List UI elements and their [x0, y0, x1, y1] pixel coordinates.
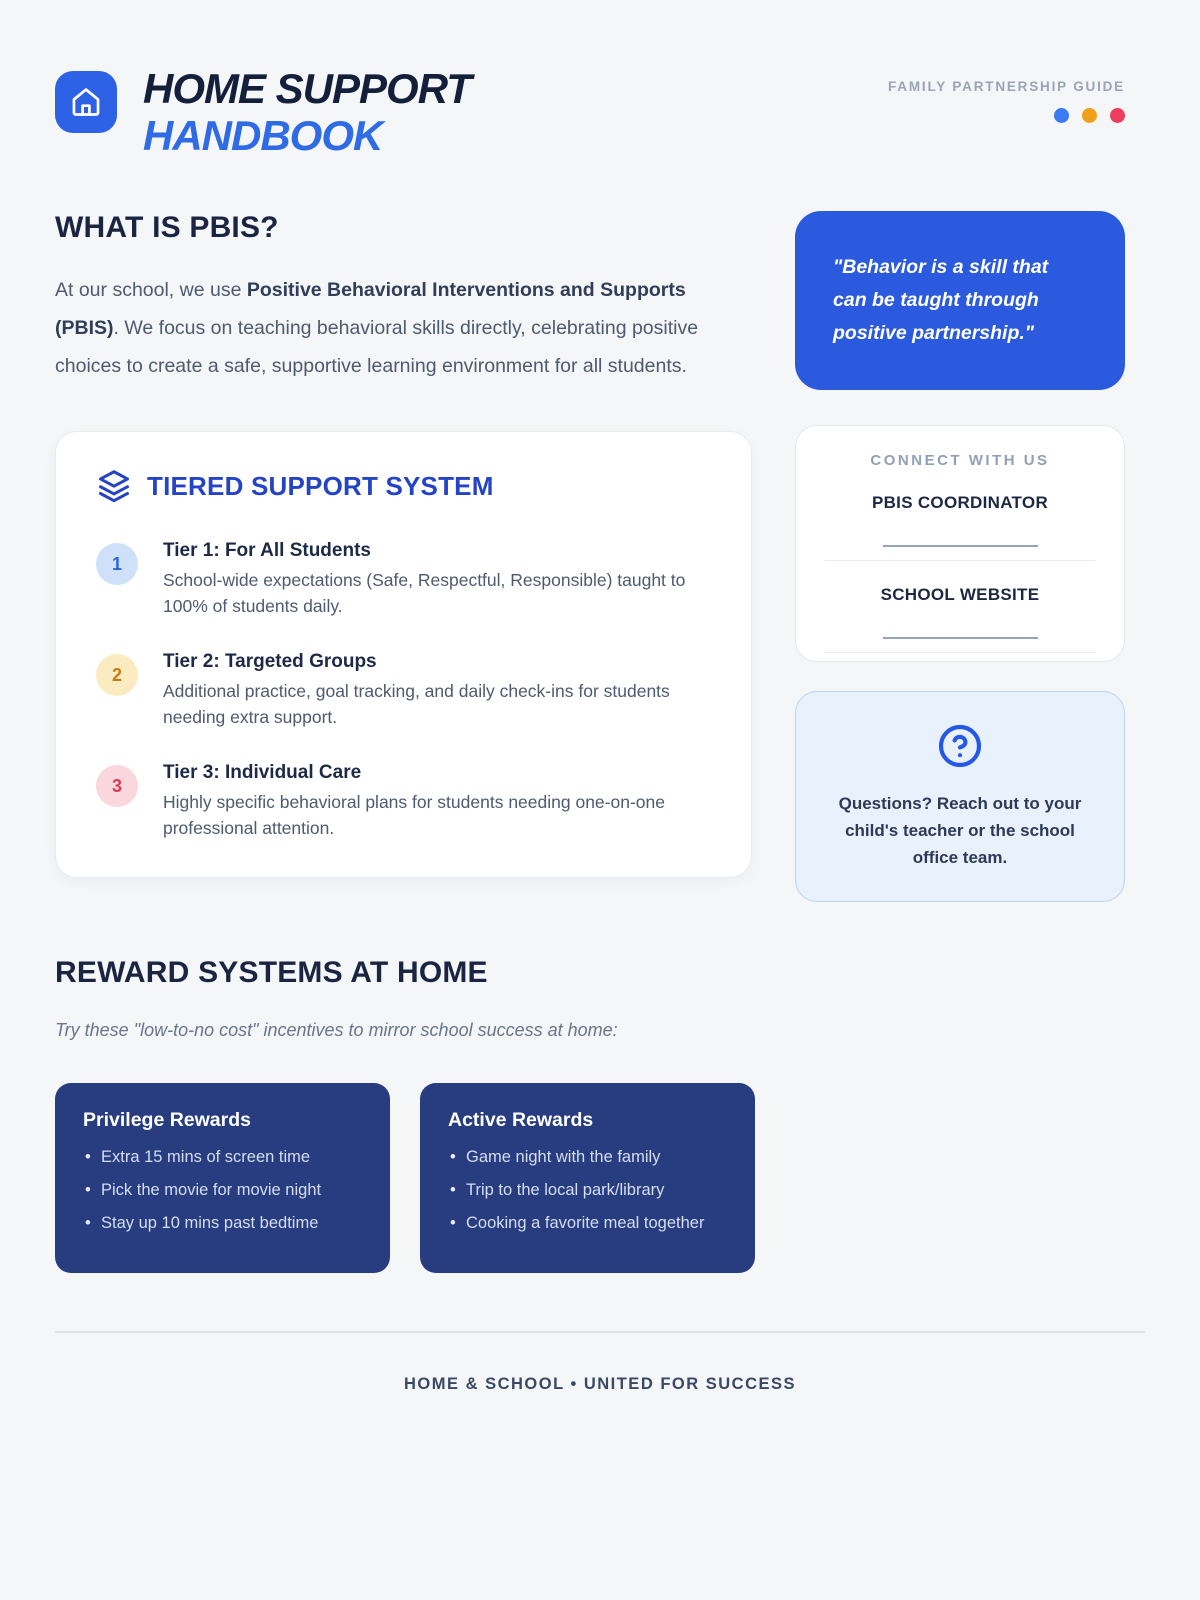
list-item: • Stay up 10 mins past bedtime — [83, 1214, 362, 1233]
tier-3-title: Tier 3: Individual Care — [163, 762, 362, 783]
question-icon-wrap — [824, 722, 1096, 770]
intro-rest: . We focus on teaching behavioral skills directly, celebrating positive choices to create a safe, supportive learning environment for all students. — [55, 317, 699, 377]
connect-card — [795, 425, 1125, 662]
questions-card — [795, 691, 1125, 902]
guide-tagline: FAMILY PARTNERSHIP GUIDE — [888, 79, 1125, 94]
active-rewards-title: Active Rewards — [448, 1109, 594, 1131]
tier-row-2 — [96, 651, 711, 730]
list-item: • Game night with the family — [448, 1148, 727, 1167]
tier-row-3 — [96, 762, 711, 841]
quote-card — [795, 211, 1125, 390]
divider — [824, 560, 1096, 561]
decorative-dots — [1054, 108, 1125, 123]
brand — [55, 65, 471, 159]
tier-2-badge: 2 — [96, 654, 138, 696]
page-title-line2: HANDBOOK — [143, 112, 383, 159]
home-icon — [69, 85, 103, 119]
intro-prefix: At our school, we use — [55, 279, 247, 301]
tier-1-title: Tier 1: For All Students — [163, 540, 371, 561]
connect-item-coordinator — [816, 493, 1104, 561]
tiered-card-header — [96, 468, 711, 504]
questions-text: Questions? Reach out to your child's teacher or the school office team. — [838, 794, 1082, 867]
rewards-subtitle: Try these "low-to-no cost" incentives to mirror school success at home: — [55, 1020, 618, 1040]
connect-label-website: SCHOOL WEBSITE — [880, 585, 1040, 604]
write-in-line — [883, 637, 1038, 639]
tier-2-title: Tier 2: Targeted Groups — [163, 651, 377, 672]
list-item: • Pick the movie for movie night — [83, 1181, 362, 1200]
right-column — [795, 211, 1125, 902]
logo — [55, 71, 117, 133]
help-circle-icon — [936, 722, 984, 770]
privilege-rewards-title: Privilege Rewards — [83, 1109, 251, 1131]
tier-3-text — [163, 762, 711, 841]
active-rewards-card — [420, 1083, 755, 1273]
blue-dot-icon — [1054, 108, 1069, 123]
left-column — [55, 211, 752, 902]
rewards-section — [55, 956, 1145, 1273]
tiered-card-title: TIERED SUPPORT SYSTEM — [147, 470, 494, 501]
header-right — [888, 79, 1125, 123]
rewards-heading: REWARD SYSTEMS AT HOME — [55, 956, 488, 989]
connect-heading: CONNECT WITH US — [870, 452, 1050, 469]
page-header — [55, 65, 1145, 159]
list-item: • Cooking a favorite meal together — [448, 1214, 727, 1233]
active-rewards-list — [448, 1148, 727, 1233]
red-dot-icon — [1110, 108, 1125, 123]
footer-motto: HOME & SCHOOL • UNITED FOR SUCCESS — [404, 1375, 796, 1393]
title-block — [143, 65, 471, 159]
tiered-support-card — [55, 431, 752, 878]
intro-bold: Positive Behavioral Interventions and Supports (PBIS) — [55, 279, 686, 339]
tier-3-badge: 3 — [96, 765, 138, 807]
privilege-rewards-card — [55, 1083, 390, 1273]
list-item: • Trip to the local park/library — [448, 1181, 727, 1200]
reward-cards — [55, 1083, 1145, 1273]
what-is-pbis-heading: WHAT IS PBIS? — [55, 211, 279, 244]
tier-1-badge: 1 — [96, 543, 138, 585]
tier-2-description: Additional practice, goal tracking, and daily check-ins for students needing extra support. — [163, 681, 670, 727]
quote-text: "Behavior is a skill that can be taught through positive partnership." — [833, 256, 1049, 344]
tier-1-text — [163, 540, 711, 619]
tier-2-text — [163, 651, 711, 730]
footer-divider — [55, 1331, 1145, 1333]
tier-row-1 — [96, 540, 711, 619]
layers-icon — [96, 468, 132, 504]
tier-1-description: School-wide expectations (Safe, Respectful, Responsible) taught to 100% of students daily. — [163, 570, 686, 616]
pbis-intro-paragraph — [55, 271, 752, 385]
tier-3-description: Highly specific behavioral plans for students needing one-on-one professional attention. — [163, 792, 665, 838]
connect-label-coordinator: PBIS COORDINATOR — [871, 493, 1049, 512]
divider — [824, 652, 1096, 653]
write-in-line — [883, 545, 1038, 547]
orange-dot-icon — [1082, 108, 1097, 123]
main-columns — [55, 211, 1145, 902]
list-item: • Extra 15 mins of screen time — [83, 1148, 362, 1167]
page-title-line1: HOME SUPPORT — [143, 65, 471, 112]
privilege-rewards-list — [83, 1148, 362, 1233]
connect-item-website — [816, 585, 1104, 653]
